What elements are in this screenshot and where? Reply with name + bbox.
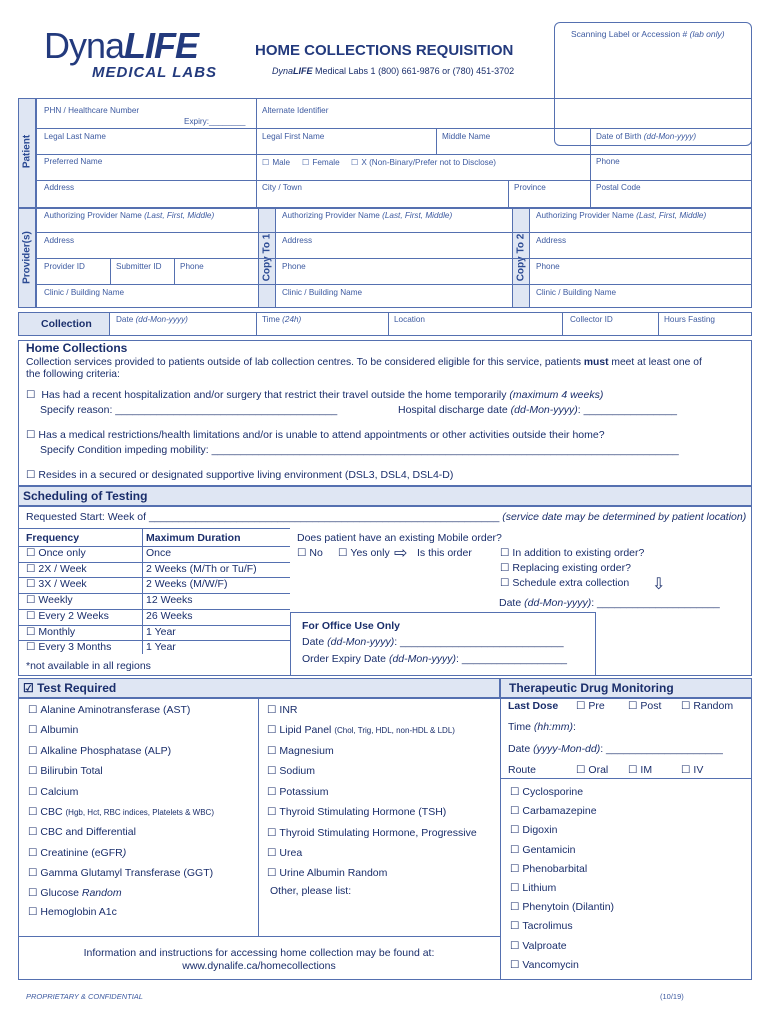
tdm-drug-checkbox[interactable]: ☐ Tacrolimus xyxy=(510,920,573,932)
tdm-drug-checkbox[interactable]: ☐ Carbamazepine xyxy=(510,805,597,817)
female-checkbox[interactable]: ☐ Female xyxy=(302,157,340,167)
test-checkbox[interactable]: ☐ Sodium xyxy=(267,765,315,777)
test-checkbox[interactable]: ☐ Urea xyxy=(267,847,302,859)
test-section xyxy=(18,698,752,980)
logo-medical-labs: MEDICAL LABS xyxy=(92,64,218,81)
city-field[interactable]: City / Town xyxy=(262,183,302,192)
patient-phone-field[interactable]: Phone xyxy=(596,157,620,166)
test-checkbox[interactable]: ☐ Thyroid Stimulating Hormone, Progressive xyxy=(267,827,477,839)
patient-address-field[interactable]: Address xyxy=(44,183,75,192)
last-dose-label: Last Dose xyxy=(508,700,559,712)
test-checkbox[interactable]: ☐ Bilirubin Total xyxy=(28,765,103,777)
specify-condition-field[interactable]: Specify Condition impeding mobility: ________________________________________________________________________________ xyxy=(40,444,679,456)
discharge-date-field[interactable]: Hospital discharge date (dd-Mon-yyyy): ________________ xyxy=(398,404,678,416)
hours-fasting-field[interactable]: Hours Fasting xyxy=(664,315,715,324)
criteria-supportive-living-checkbox[interactable]: ☐ Resides in a secured or designated supportive living environment (DSL3, DSL4, DSL4-D) xyxy=(26,469,453,481)
mobile-yes-only-checkbox[interactable]: ☐ Yes only xyxy=(338,547,390,559)
patient-tab-label: Patient xyxy=(21,134,33,169)
dose-date-field[interactable]: Date (yyyy-Mon-dd): ____________________ xyxy=(508,743,723,755)
frequency-header: Frequency xyxy=(26,532,80,544)
submitter-id-field[interactable]: Submitter ID xyxy=(116,262,162,271)
is-this-order-label: Is this order xyxy=(417,547,472,559)
tdm-drug-checkbox[interactable]: ☐ Cyclosporine xyxy=(510,786,583,798)
tdm-drug-checkbox[interactable]: ☐ Vancomycin xyxy=(510,959,579,971)
info-line-1: Information and instructions for accessing home collection may be found at: xyxy=(83,947,435,959)
test-checkbox[interactable]: ☐ Alkaline Phosphatase (ALP) xyxy=(28,745,171,757)
test-glucose-checkbox[interactable]: ☐ Glucose Random xyxy=(28,887,122,899)
first-name-field[interactable]: Legal First Name xyxy=(262,132,325,141)
frequency-option[interactable]: ☐ Weekly xyxy=(26,594,73,606)
arrow-right-icon: ⇨ xyxy=(394,545,408,562)
test-checkbox[interactable]: ☐ Calcium xyxy=(28,786,78,798)
test-checkbox[interactable]: ☐ Urine Albumin Random xyxy=(267,867,387,879)
criteria-restrictions-checkbox[interactable]: ☐ Has a medical restrictions/health limitations and/or is unable to attend appointments or other activities outside their home? xyxy=(26,429,605,441)
alternate-id-field[interactable]: Alternate Identifier xyxy=(262,106,329,115)
other-tests-field[interactable]: Other, please list: xyxy=(270,885,352,897)
frequency-option[interactable]: ☐ Every 3 Months xyxy=(26,641,111,653)
dynalife-logo xyxy=(44,25,218,81)
tdm-drug-checkbox[interactable]: ☐ Valproate xyxy=(510,940,567,952)
scanning-label: Scanning Label or Accession # (lab only) xyxy=(571,29,725,39)
test-cbc-checkbox[interactable]: ☐ CBC (Hgb, Hct, RBC indices, Platelets & WBC) xyxy=(28,806,214,818)
home-collections-title: Home Collections xyxy=(26,341,128,355)
patient-grid xyxy=(36,98,752,208)
arrow-down-icon: ⇩ xyxy=(652,576,666,593)
footer-confidential: PROPRIETARY & CONFIDENTIAL xyxy=(26,992,143,1001)
collection-time-field[interactable]: Time (24h) xyxy=(262,315,302,324)
test-hba1c-checkbox[interactable]: ☐ Hemoglobin A1c xyxy=(28,906,117,918)
copy2-address-field[interactable]: Address xyxy=(536,236,567,245)
dose-time-field[interactable]: Time (hh:mm): xyxy=(508,721,576,733)
home-intro: Collection services provided to patients outside of lab collection centres. To be considered eligible for this service, patients must meet at least one of xyxy=(26,357,702,368)
extra-collection-date-field[interactable]: Date (dd-Mon-yyyy): _____________________ xyxy=(499,597,720,609)
max-duration-value: 2 Weeks (M/Th or Tu/F) xyxy=(146,562,257,575)
extra-collection-checkbox[interactable]: ☐ Schedule extra collection xyxy=(500,577,629,589)
collector-id-field[interactable]: Collector ID xyxy=(570,315,613,324)
max-duration-value: 1 Year xyxy=(146,625,176,638)
copy1-clinic-field[interactable]: Clinic / Building Name xyxy=(282,288,363,297)
auth-provider-field[interactable]: Authorizing Provider Name (Last, First, Middle) xyxy=(44,211,215,220)
dose-post-checkbox[interactable]: ☐ Post xyxy=(628,700,661,712)
route-im-checkbox[interactable]: ☐ IM xyxy=(628,764,652,776)
test-checkbox[interactable]: ☐ Thyroid Stimulating Hormone (TSH) xyxy=(267,806,446,818)
dob-field[interactable]: Date of Birth (dd-Mon-yyyy) xyxy=(596,132,697,141)
test-lipid-checkbox[interactable]: ☐ Lipid Panel (Chol, Trig, HDL, non-HDL & LDL) xyxy=(267,724,455,736)
phn-field[interactable]: PHN / Healthcare Number xyxy=(44,106,140,115)
office-expiry-field[interactable]: Order Expiry Date (dd-Mon-yyyy): __________________ xyxy=(302,653,567,665)
max-duration-value: 26 Weeks xyxy=(146,609,193,622)
nonbinary-checkbox[interactable]: ☐ X (Non-Binary/Prefer not to Disclose) xyxy=(351,157,496,167)
test-checkbox[interactable]: ☐ Alanine Aminotransferase (AST) xyxy=(28,704,190,716)
frequency-option[interactable]: ☐ 3X / Week xyxy=(26,578,87,590)
province-field[interactable]: Province xyxy=(514,183,546,192)
postal-code-field[interactable]: Postal Code xyxy=(596,183,641,192)
test-required-title: ☑ Test Required xyxy=(18,678,500,698)
last-name-field[interactable]: Legal Last Name xyxy=(44,132,106,141)
requested-start-field[interactable]: Requested Start: Week of ____________________________________________________________ (service date may be determined by patient location) xyxy=(26,511,747,523)
copy2-phone-field[interactable]: Phone xyxy=(536,262,560,271)
providers-tab-label: Provider(s) xyxy=(21,231,33,284)
expiry-field[interactable]: Expiry:________ xyxy=(184,117,246,126)
tdm-drug-checkbox[interactable]: ☐ Lithium xyxy=(510,882,556,894)
provider-address-field[interactable]: Address xyxy=(44,236,75,245)
test-cbc-diff-checkbox[interactable]: ☐ CBC and Differential xyxy=(28,826,136,838)
frequency-option[interactable]: ☐ Every 2 Weeks xyxy=(26,610,109,622)
replacing-checkbox[interactable]: ☐ Replacing existing order? xyxy=(500,562,631,574)
max-duration-value: 1 Year xyxy=(146,641,176,654)
copy1-provider-field[interactable]: Authorizing Provider Name (Last, First, Middle) xyxy=(282,211,453,220)
collection-label: Collection xyxy=(41,318,92,330)
criteria-hospitalization-checkbox[interactable]: ☐ Has had a recent hospitalization and/or surgery that restrict their travel outside the home temporarily (maximum 4 weeks) xyxy=(26,389,603,401)
home-intro-2: the following criteria: xyxy=(26,369,120,380)
tdm-title: Therapeutic Drug Monitoring xyxy=(500,678,752,698)
copy2-provider-field[interactable]: Authorizing Provider Name (Last, First, Middle) xyxy=(536,211,707,220)
middle-name-field[interactable]: Middle Name xyxy=(442,132,491,141)
test-inr-checkbox[interactable]: ☐ INR xyxy=(267,704,298,716)
office-date-field[interactable]: Date (dd-Mon-yyyy): ____________________________ xyxy=(302,636,564,648)
in-addition-checkbox[interactable]: ☐ In addition to existing order? xyxy=(500,547,644,559)
tdm-drug-checkbox[interactable]: ☐ Phenobarbital xyxy=(510,863,587,875)
provider-phone-field[interactable]: Phone xyxy=(180,262,204,271)
duration-header: Maximum Duration xyxy=(146,532,241,544)
page-title: HOME COLLECTIONS REQUISITION xyxy=(255,42,514,59)
header-phone: DynaLIFE Medical Labs 1 (800) 661-9876 or (780) 451-3702 xyxy=(272,66,515,76)
male-checkbox[interactable]: ☐ Male xyxy=(262,157,290,167)
logo-life: LIFE xyxy=(124,25,199,66)
max-duration-value: 2 Weeks (M/W/F) xyxy=(146,578,228,591)
test-checkbox[interactable]: ☐ Albumin xyxy=(28,724,78,736)
dose-random-checkbox[interactable]: ☐ Random xyxy=(681,700,733,712)
office-use-title: For Office Use Only xyxy=(302,620,401,632)
max-duration-value: 12 Weeks xyxy=(146,594,193,607)
copy1-address-field[interactable]: Address xyxy=(282,236,313,245)
collection-location-field[interactable]: Location xyxy=(394,315,425,324)
frequency-option[interactable]: ☐ Once only xyxy=(26,547,86,559)
test-creatinine-checkbox[interactable]: ☐ Creatinine (eGFR) xyxy=(28,847,126,859)
provider-clinic-field[interactable]: Clinic / Building Name xyxy=(44,288,125,297)
test-checkbox[interactable]: ☐ Magnesium xyxy=(267,745,334,757)
footer-version: (10/19) xyxy=(660,992,684,1001)
collection-date-field[interactable]: Date (dd-Mon-yyyy) xyxy=(116,315,188,324)
tdm-drug-checkbox[interactable]: ☐ Gentamicin xyxy=(510,844,576,856)
copy2-clinic-field[interactable]: Clinic / Building Name xyxy=(536,288,617,297)
route-oral-checkbox[interactable]: ☐ Oral xyxy=(576,764,608,776)
route-iv-checkbox[interactable]: ☐ IV xyxy=(681,764,703,776)
frequency-option[interactable]: ☐ 2X / Week xyxy=(26,563,87,575)
max-duration-value: Once xyxy=(146,547,172,559)
test-checkbox[interactable]: ☐ Potassium xyxy=(267,786,328,798)
frequency-footnote: *not available in all regions xyxy=(26,660,151,672)
scheduling-title: Scheduling of Testing xyxy=(18,486,752,506)
dose-pre-checkbox[interactable]: ☐ Pre xyxy=(576,700,605,712)
info-line-2: www.dynalife.ca/homecollections xyxy=(182,960,336,972)
tdm-drug-checkbox[interactable]: ☐ Digoxin xyxy=(510,824,557,836)
logo-dyna: Dyna xyxy=(44,25,125,66)
tdm-drug-checkbox[interactable]: ☐ Phenytoin (Dilantin) xyxy=(510,901,614,913)
route-label: Route xyxy=(508,764,537,776)
specify-reason-field[interactable]: Specify reason: ______________________________________ xyxy=(40,404,338,416)
test-ggt-checkbox[interactable]: ☐ Gamma Glutamyl Transferase (GGT) xyxy=(28,867,213,879)
mobile-no-checkbox[interactable]: ☐ No xyxy=(297,547,323,559)
provider-id-field[interactable]: Provider ID xyxy=(44,262,85,271)
frequency-option[interactable]: ☐ Monthly xyxy=(26,626,75,638)
preferred-name-field[interactable]: Preferred Name xyxy=(44,157,103,166)
copy1-phone-field[interactable]: Phone xyxy=(282,262,306,271)
mobile-order-question: Does patient have an existing Mobile order? xyxy=(297,532,502,544)
